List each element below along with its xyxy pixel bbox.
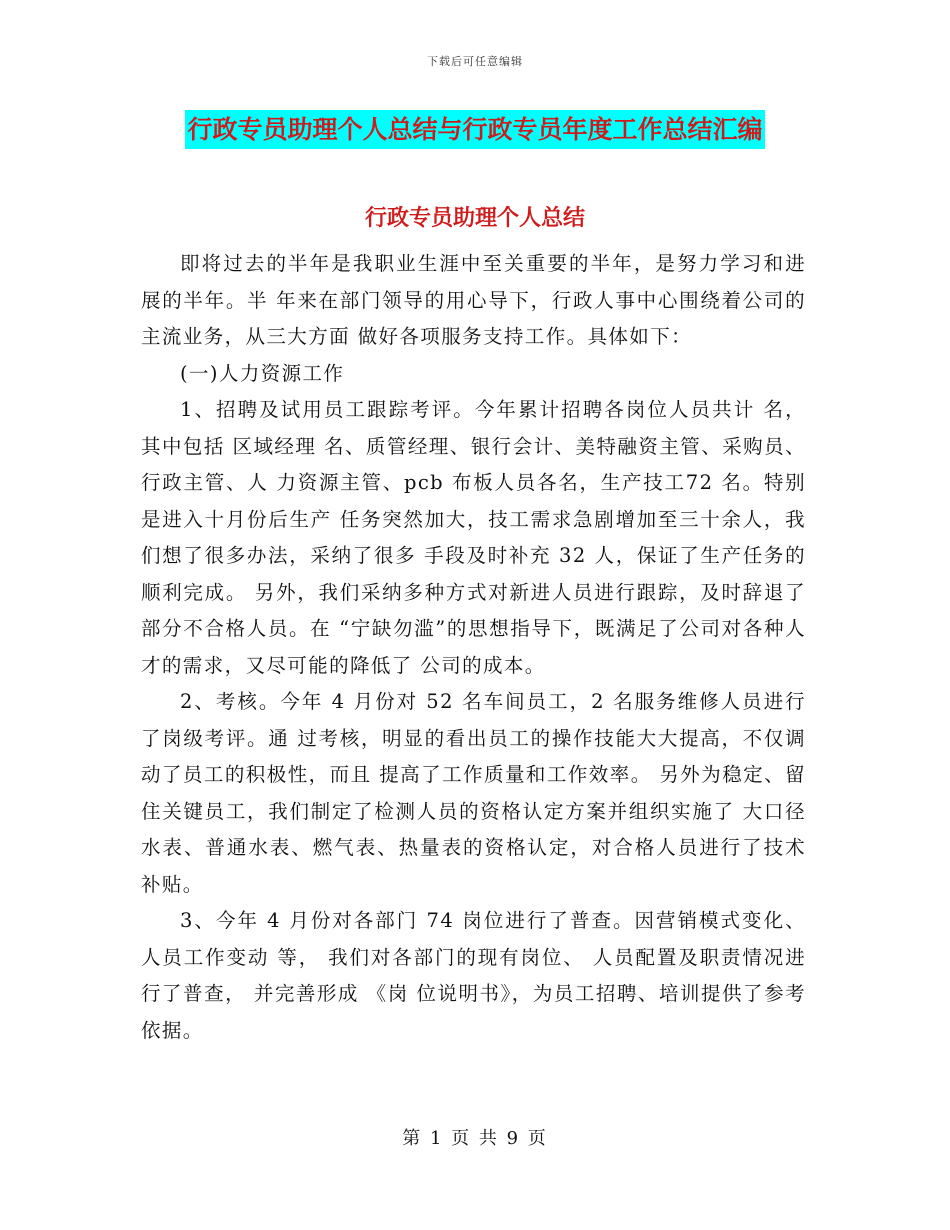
paragraph-assessment: 2、考核。今年 4 月份对 52 名车间员工，2 名服务维修人员进行了岗级考评。通 过考核，明显的看出员工的操作技能大大提高，不仅调动了员工的积极性，而且 提高了工作质量和工作效率。 另外为稳定、留住关键员工，我们制定了检测人员的资格认定方案并组织实施了 大口径水表、普通水表、燃气表、热量表的资格认定，对合格人员进行了技术补贴。 [141, 690, 806, 896]
main-title: 行政专员助理个人总结与行政专员年度工作总结汇编 [185, 110, 764, 149]
header-note: 下载后可任意编辑 [427, 55, 523, 68]
paragraph-heading-hr: (一)人力资源工作 [180, 361, 345, 385]
body-text [141, 246, 806, 1049]
paragraph-intro: 即将过去的半年是我职业生涯中至关重要的半年，是努力学习和进展的半年。半 年来在部门领导的用心导下，行政人事中心围绕着公司的主流业务，从三大方面 做好各项服务支持工作。具体如下： [141, 252, 806, 348]
paragraph-recruitment: 1、招聘及试用员工跟踪考评。今年累计招聘各岗位人员共计 名，其中包括 区域经理 名、质管经理、银行会计、美特融资主管、采购员、行政主管、人 力资源主管、pcb 布板人员各名，生产技工72 名。特别是进入十月份后生产 任务突然加大，技工需求急剧增加至三十余人，我们想了很多办法，采纳了很多 手段及时补充 32 人，保证了生产任务的顺利完成。 另外，我们采纳多种方式对新进人员进行跟踪，及时辞退了部分不合格人员。在 “宁缺勿滥”的思想指导下，既满足了公司对各种人才的需求，又尽可能的降低了 公司的成本。 [141, 398, 806, 677]
paragraph-survey: 3、今年 4 月份对各部门 74 岗位进行了普查。因营销模式变化、人员工作变动 等， 我们对各部门的现有岗位、 人员配置及职责情况进行了普查， 并完善形成 《岗 位说明书》，为员工招聘、培训提供了参考依据。 [141, 909, 806, 1042]
section-title: 行政专员助理个人总结 [364, 205, 585, 231]
main-title-wrap [0, 110, 950, 149]
page-footer: 第 1 页 共 9 页 [402, 1128, 548, 1149]
